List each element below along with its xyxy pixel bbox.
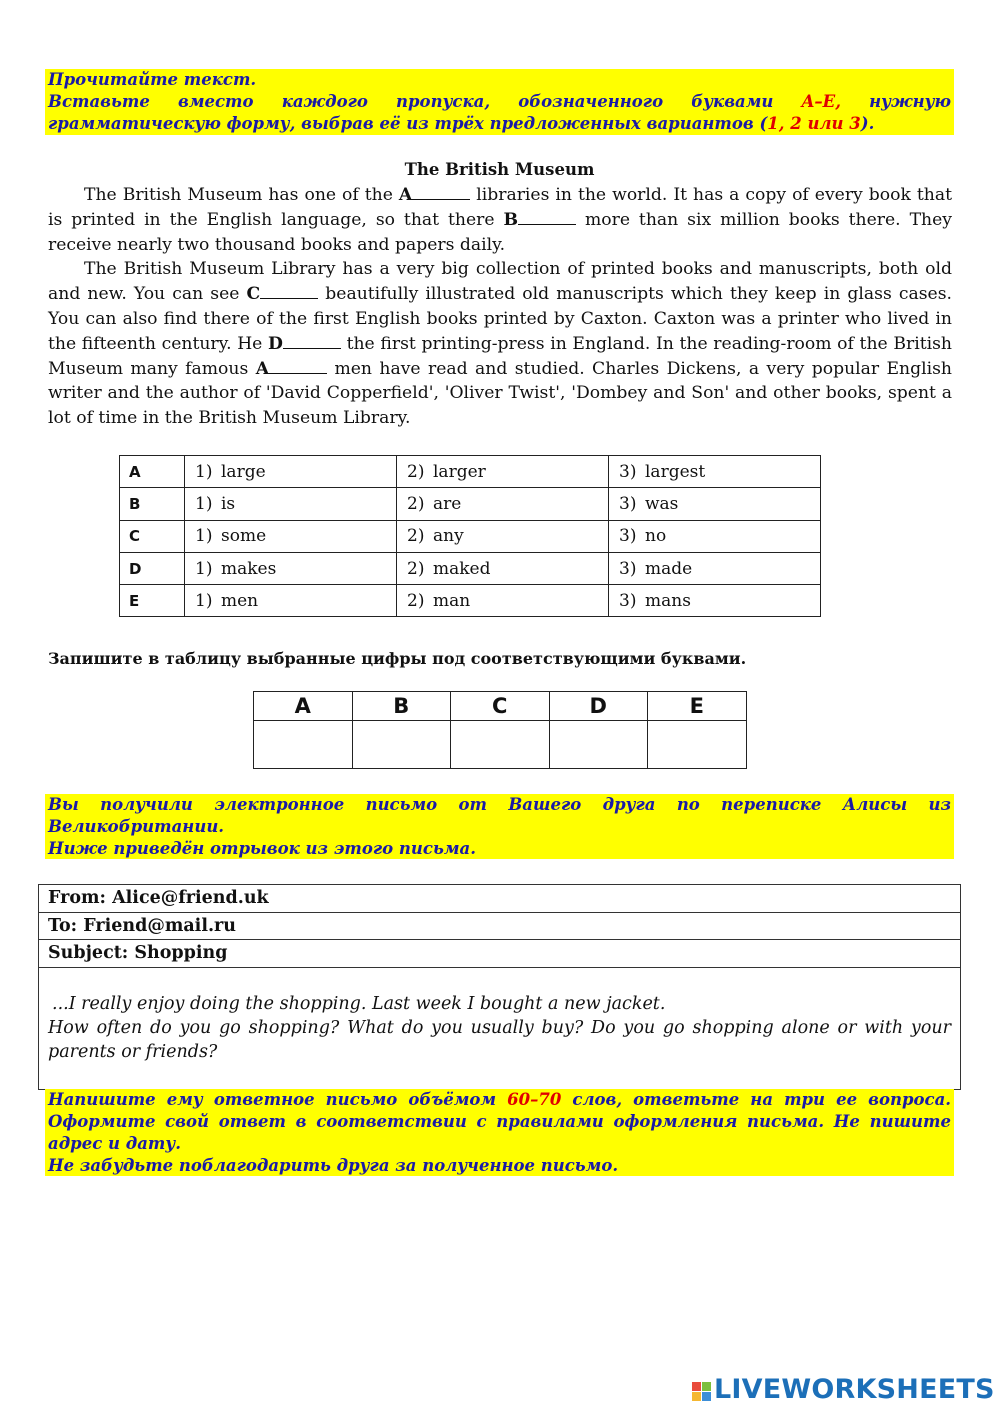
blank-line xyxy=(283,334,341,349)
options-table xyxy=(119,455,821,617)
answer-header: C xyxy=(451,692,550,721)
table-row xyxy=(120,552,821,584)
option-3[interactable]: 3) mans xyxy=(609,585,821,617)
option-2[interactable]: 2) any xyxy=(397,520,609,552)
number-choices: 1, 2 или 3 xyxy=(767,114,861,133)
answer-input-d[interactable] xyxy=(549,721,648,769)
answer-header: E xyxy=(648,692,747,721)
option-2[interactable]: 2) man xyxy=(397,585,609,617)
task-line-1: Напишите ему ответное письмо объёмом 60–70 слов, ответьте на три ее вопроса. Оформите свой ответ в соответствии с правилами оформления письма. Не пишите адрес и дату. xyxy=(48,1090,952,1153)
option-1[interactable]: 1) men xyxy=(185,585,397,617)
blank-line xyxy=(412,185,470,200)
email-instructions xyxy=(45,794,954,859)
writing-task xyxy=(45,1089,954,1176)
instruction-line-1: Прочитайте текст. xyxy=(48,70,257,89)
table-row xyxy=(120,456,821,488)
email-intro-line-2: Ниже приведён отрывок из этого письма. xyxy=(48,839,476,858)
gap-c[interactable]: C xyxy=(247,284,319,304)
option-2[interactable]: 2) larger xyxy=(397,456,609,488)
task-line-2: Не забудьте поблагодарить друга за полученное письмо. xyxy=(48,1156,619,1175)
answer-input-a[interactable] xyxy=(254,721,353,769)
answer-input-b[interactable] xyxy=(352,721,451,769)
option-1[interactable]: 1) large xyxy=(185,456,397,488)
option-1[interactable]: 1) is xyxy=(185,488,397,520)
answer-table xyxy=(253,691,747,769)
answer-input-row xyxy=(254,721,747,769)
email-body xyxy=(39,968,960,1089)
option-letter: E xyxy=(120,585,185,617)
email-from: From: Alice@friend.uk xyxy=(39,885,960,913)
option-letter: A xyxy=(120,456,185,488)
email-subject: Subject: Shopping xyxy=(39,940,960,968)
gap-e[interactable]: A xyxy=(256,359,327,379)
answer-input-c[interactable] xyxy=(451,721,550,769)
blank-line xyxy=(518,210,576,225)
option-1[interactable]: 1) some xyxy=(185,520,397,552)
option-letter: C xyxy=(120,520,185,552)
option-2[interactable]: 2) are xyxy=(397,488,609,520)
answer-header: D xyxy=(549,692,648,721)
table-row xyxy=(120,520,821,552)
passage-title: The British Museum xyxy=(404,160,595,179)
gap-a[interactable]: A xyxy=(399,185,470,205)
option-letter: D xyxy=(120,552,185,584)
email-intro-line-1: Вы получили электронное письмо от Вашего друга по переписке Алисы из Великобритании. xyxy=(48,795,951,836)
option-3[interactable]: 3) largest xyxy=(609,456,821,488)
option-3[interactable]: 3) no xyxy=(609,520,821,552)
answer-table-instruction: Запишите в таблицу выбранные цифры под соответствующими буквами. xyxy=(48,649,747,668)
option-2[interactable]: 2) maked xyxy=(397,552,609,584)
liveworksheets-logo xyxy=(692,1374,995,1404)
email-body-line-1: ...I really enjoy doing the shopping. Last week I bought a new jacket. xyxy=(52,993,666,1014)
reading-instructions xyxy=(45,69,954,135)
answer-input-e[interactable] xyxy=(648,721,747,769)
answer-header-row xyxy=(254,692,747,721)
table-row xyxy=(120,585,821,617)
blank-line xyxy=(269,359,327,374)
paragraph-2: The British Museum Library has a very big collection of printed books and manuscripts, both old and new. You can see C beautifully illustrated old manuscripts which they keep in glass cases. You can also find there of the first English books printed by Caxton. Caxton was a printer who lived in the fifteenth century. He D the first printing-press in England. In the reading-room of the British Museum many famous A men have read and studied. Charles Dickens, a very popular English writer and the author of 'David Copperfield', 'Oliver Twist', 'Dombey and Son' and other books, spent a lot of time in the British Museum Library. xyxy=(48,259,953,429)
option-3[interactable]: 3) was xyxy=(609,488,821,520)
table-row xyxy=(120,488,821,520)
email-excerpt xyxy=(38,884,961,1090)
logo-blocks-icon xyxy=(692,1382,711,1401)
passage-text xyxy=(48,183,952,431)
instruction-line-2: Вставьте вместо каждого пропуска, обозначенного буквами A–E, нужную грамматическую форму, выбрав её из трёх предложенных вариантов (1, 2 или 3). xyxy=(48,92,951,133)
paragraph-1: The British Museum has one of the A libraries in the world. It has a copy of every book that is printed in the English language, so that there B more than six million books there. They receive nearly two thousand books and papers daily. xyxy=(48,185,952,255)
option-1[interactable]: 1) makes xyxy=(185,552,397,584)
gap-b[interactable]: B xyxy=(503,210,576,230)
answer-header: A xyxy=(254,692,353,721)
blank-line xyxy=(260,284,318,299)
option-3[interactable]: 3) made xyxy=(609,552,821,584)
letters-range: A–E, xyxy=(801,92,841,111)
email-body-line-2: How often do you go shopping? What do you usually buy? Do you go shopping alone or with your parents or friends? xyxy=(48,1017,951,1062)
answer-header: B xyxy=(352,692,451,721)
gap-d[interactable]: D xyxy=(268,334,341,354)
word-count: 60–70 xyxy=(507,1090,562,1109)
logo-text: LIVEWORKSHEETS xyxy=(714,1373,995,1405)
email-to: To: Friend@mail.ru xyxy=(39,913,960,941)
option-letter: B xyxy=(120,488,185,520)
